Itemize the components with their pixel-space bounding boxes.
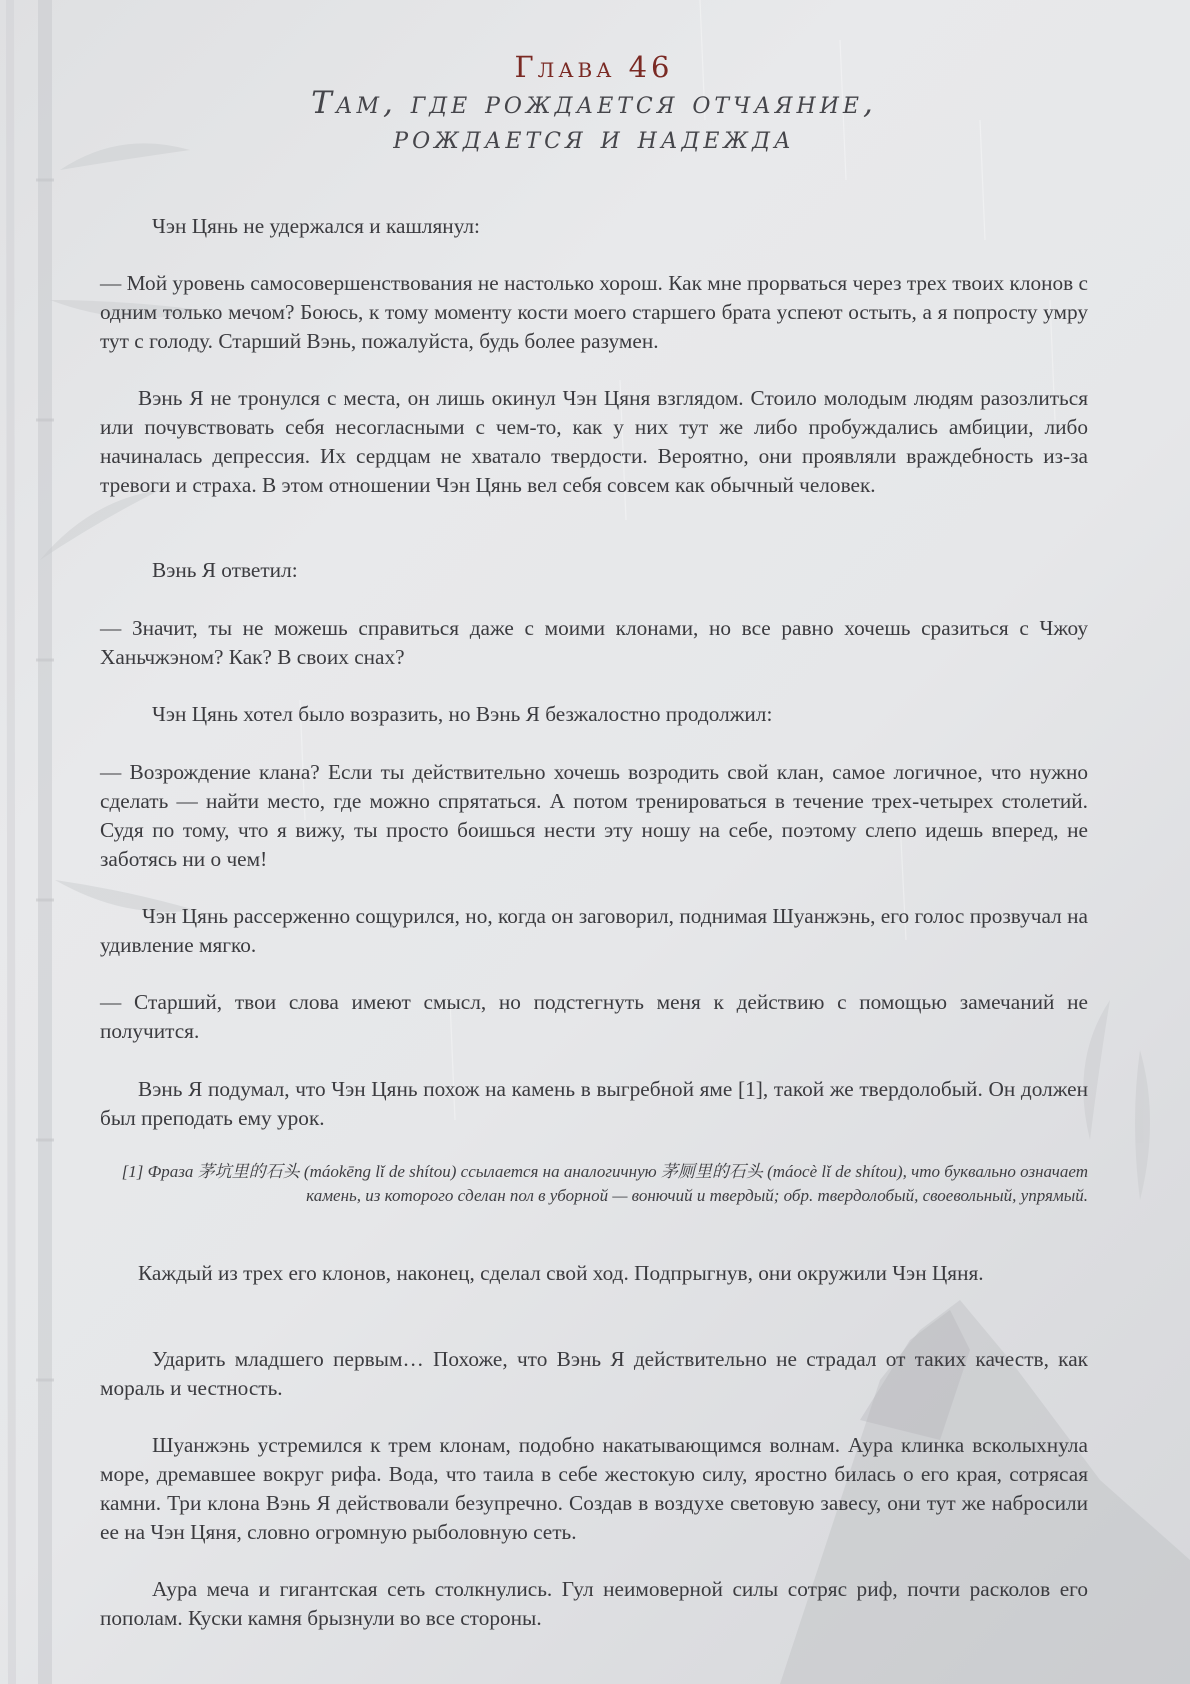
paragraph: — Старший, твои слова имеют смысл, но подстегнуть меня к действию с помощью замечаний не получится. [100,990,1088,1043]
chapter-number: Глава 46 [514,50,674,84]
paragraph: — Мой уровень самосовершенствования не настолько хорош. Как мне прорваться через трех твоих клонов с одним только мечом? Боюсь, к тому моменту кости моего старшего брата успеют остыть, а я попросту умру тут с голоду. Старший Вэнь, пожалуйста, будь более разумен. [100,271,1088,353]
paragraph: Вэнь Я ответил: [152,558,298,582]
paragraph: — Значит, ты не можешь справиться даже с моими клонами, но все равно хочешь сразиться с Чжоу Ханьчжэном? Как? В своих снах? [100,616,1088,669]
paragraph: Шуанжэнь устремился к трем клонам, подобно накатывающимся волнам. Аура клинка всколыхнула море, дремавшее вокруг рифа. Вода, что таила в себе жестокую силу, яростно билась о его края, сотрясая камни. Три клона Вэнь Я действовали безупречно. Создав в воздухе световую завесу, они тут же набросили ее на Чэн Цяня, словно огромную рыболовную сеть. [100,1433,1088,1544]
chapter-title [100,86,1088,156]
paragraph: Чэн Цянь рассерженно сощурился, но, когда он заговорил, поднимая Шуанжэнь, его голос прозвучал на удивление мягко. [100,904,1088,957]
paragraph: Вэнь Я не тронулся с места, он лишь окинул Чэн Цяня взглядом. Стоило молодым людям разозлиться или почувствовать себя несогласными с чем-то, как у них тут же либо пробуждались амбиции, либо начиналась депрессия. Их сердцам не хватало твердости. Вероятно, они проявляли враждебность из-за тревоги и страха. В этом отношении Чэн Цянь вел себя совсем как обычный человек. [100,386,1088,497]
paragraph: — Возрождение клана? Если ты действительно хочешь возродить свой клан, самое логичное, что нужно сделать — найти место, где можно спрятаться. А потом тренироваться в течение трех-четырех столетий. Судя по тому, что я вижу, ты просто боишься нести эту ношу на себе, поэтому слепо идешь вперед, не заботясь ни о чем! [100,760,1088,871]
paragraph: Чэн Цянь хотел было возразить, но Вэнь Я безжалостно продолжил: [152,702,773,726]
paragraph: Вэнь Я подумал, что Чэн Цянь похож на камень в выгребной яме [1], такой же твердолобый. Он должен был преподать ему урок. [100,1077,1088,1130]
paragraph: Ударить младшего первым… Похоже, что Вэнь Я действительно не страдал от таких качеств, как мораль и честность. [100,1347,1088,1400]
paragraph: Чэн Цянь не удержался и кашлянул: [152,214,480,238]
document-page [100,0,1088,1684]
paragraph: Каждый из трех его клонов, наконец, сделал свой ход. Подпрыгнув, они окружили Чэн Цяня. [138,1261,984,1285]
chapter-title-line-2: рождается и надежда [393,120,795,156]
chapter-title-line-1: Там, где рождается отчаяние, [311,85,877,121]
paragraph: Аура меча и гигантская сеть столкнулись. Гул неимоверной силы сотряс риф, почти расколов его пополам. Куски камня брызнули во все стороны. [100,1577,1088,1630]
footnote: [1] Фраза 茅坑里的石头 (máokēng lǐ de shítou) ссылается на аналогичную 茅厕里的石头 (máocè lǐ de shítou), что буквально означает камень, из которого сделан пол в уборной — вонючий и твердый; обр. твердолобый, своевольный, упрямый. [121,1162,1088,1205]
